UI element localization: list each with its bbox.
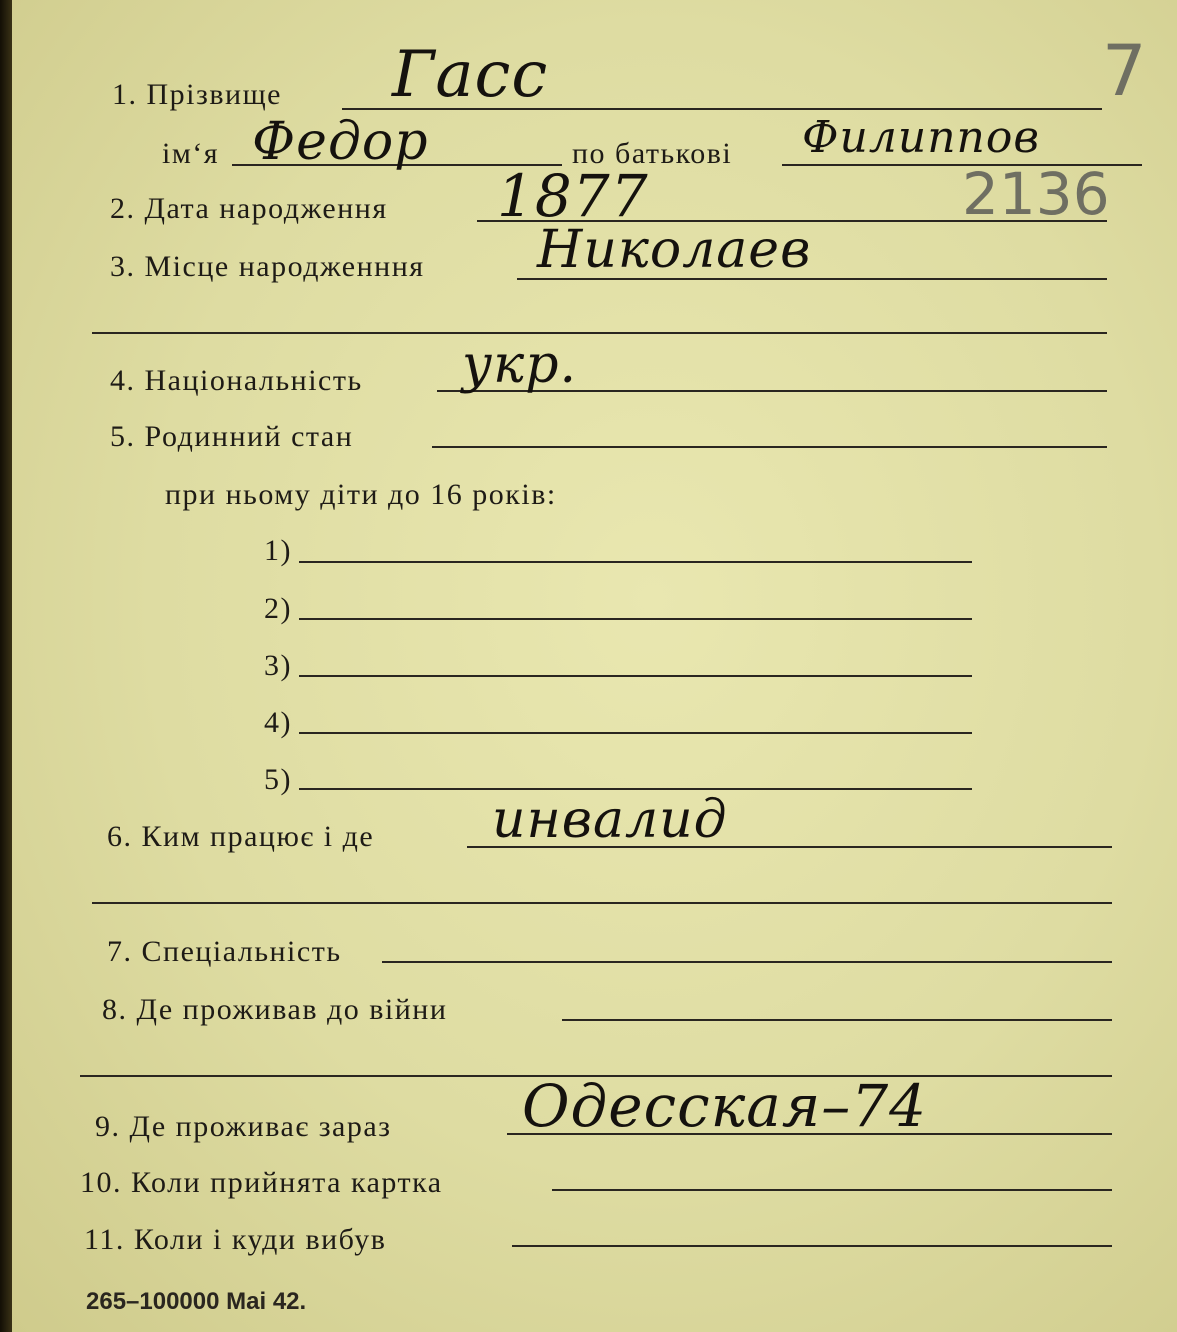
birth-date-label: 2. Дата народження bbox=[110, 192, 388, 225]
registration-card bbox=[12, 0, 1177, 1332]
patronymic-value: Филиппов bbox=[802, 112, 1040, 163]
first-name-value: Федор bbox=[252, 112, 429, 172]
surname-label: 1. Прізвище bbox=[112, 78, 282, 111]
family-status-label: 5. Родинний стан bbox=[110, 420, 354, 453]
file-number-pencil: 2136 bbox=[962, 160, 1110, 228]
child-3-number: 3) bbox=[264, 649, 292, 682]
child-4-number: 4) bbox=[264, 706, 292, 739]
nationality-label: 4. Національність bbox=[110, 364, 363, 397]
child-1-number: 1) bbox=[264, 534, 292, 567]
print-code: 265–100000 Mai 42. bbox=[86, 1288, 307, 1315]
birth-place-value: Николаев bbox=[537, 220, 812, 280]
departure-line bbox=[512, 1245, 1112, 1247]
child-4-line bbox=[299, 732, 972, 734]
current-residence-value: Одесская–74 bbox=[522, 1072, 928, 1140]
patronymic-line bbox=[782, 164, 1142, 166]
occupation-line-2 bbox=[92, 902, 1112, 904]
nationality-value: укр. bbox=[462, 335, 578, 395]
child-2-line bbox=[299, 618, 972, 620]
occupation-value: инвалид bbox=[492, 790, 728, 850]
departure-label: 11. Коли і куди вибув bbox=[84, 1223, 387, 1256]
card-accepted-line bbox=[552, 1189, 1112, 1191]
child-3-line bbox=[299, 675, 972, 677]
child-5-number: 5) bbox=[264, 763, 292, 796]
child-1-line bbox=[299, 561, 972, 563]
birth-date-value: 1877 bbox=[497, 162, 649, 230]
current-residence-label: 9. Де проживає зараз bbox=[95, 1110, 392, 1143]
birth-place-line-2 bbox=[92, 332, 1107, 334]
birth-place-label: 3. Місце народженння bbox=[110, 250, 425, 283]
occupation-label: 6. Ким працює і де bbox=[107, 820, 375, 853]
prewar-residence-line bbox=[562, 1019, 1112, 1021]
family-status-line bbox=[432, 446, 1107, 448]
first-name-label: ім‘я bbox=[162, 137, 220, 170]
specialty-line bbox=[382, 961, 1112, 963]
child-2-number: 2) bbox=[264, 592, 292, 625]
specialty-label: 7. Спеціальність bbox=[107, 935, 342, 968]
card-edge-shadow bbox=[0, 0, 12, 1332]
page-number-pencil: 7 bbox=[1102, 30, 1147, 112]
children-label: при ньому діти до 16 років: bbox=[165, 478, 557, 511]
patronymic-label: по батькові bbox=[572, 137, 733, 170]
card-accepted-label: 10. Коли прийнята картка bbox=[80, 1166, 443, 1199]
surname-value: Гасс bbox=[392, 38, 549, 112]
prewar-residence-label: 8. Де проживав до війни bbox=[102, 993, 448, 1026]
